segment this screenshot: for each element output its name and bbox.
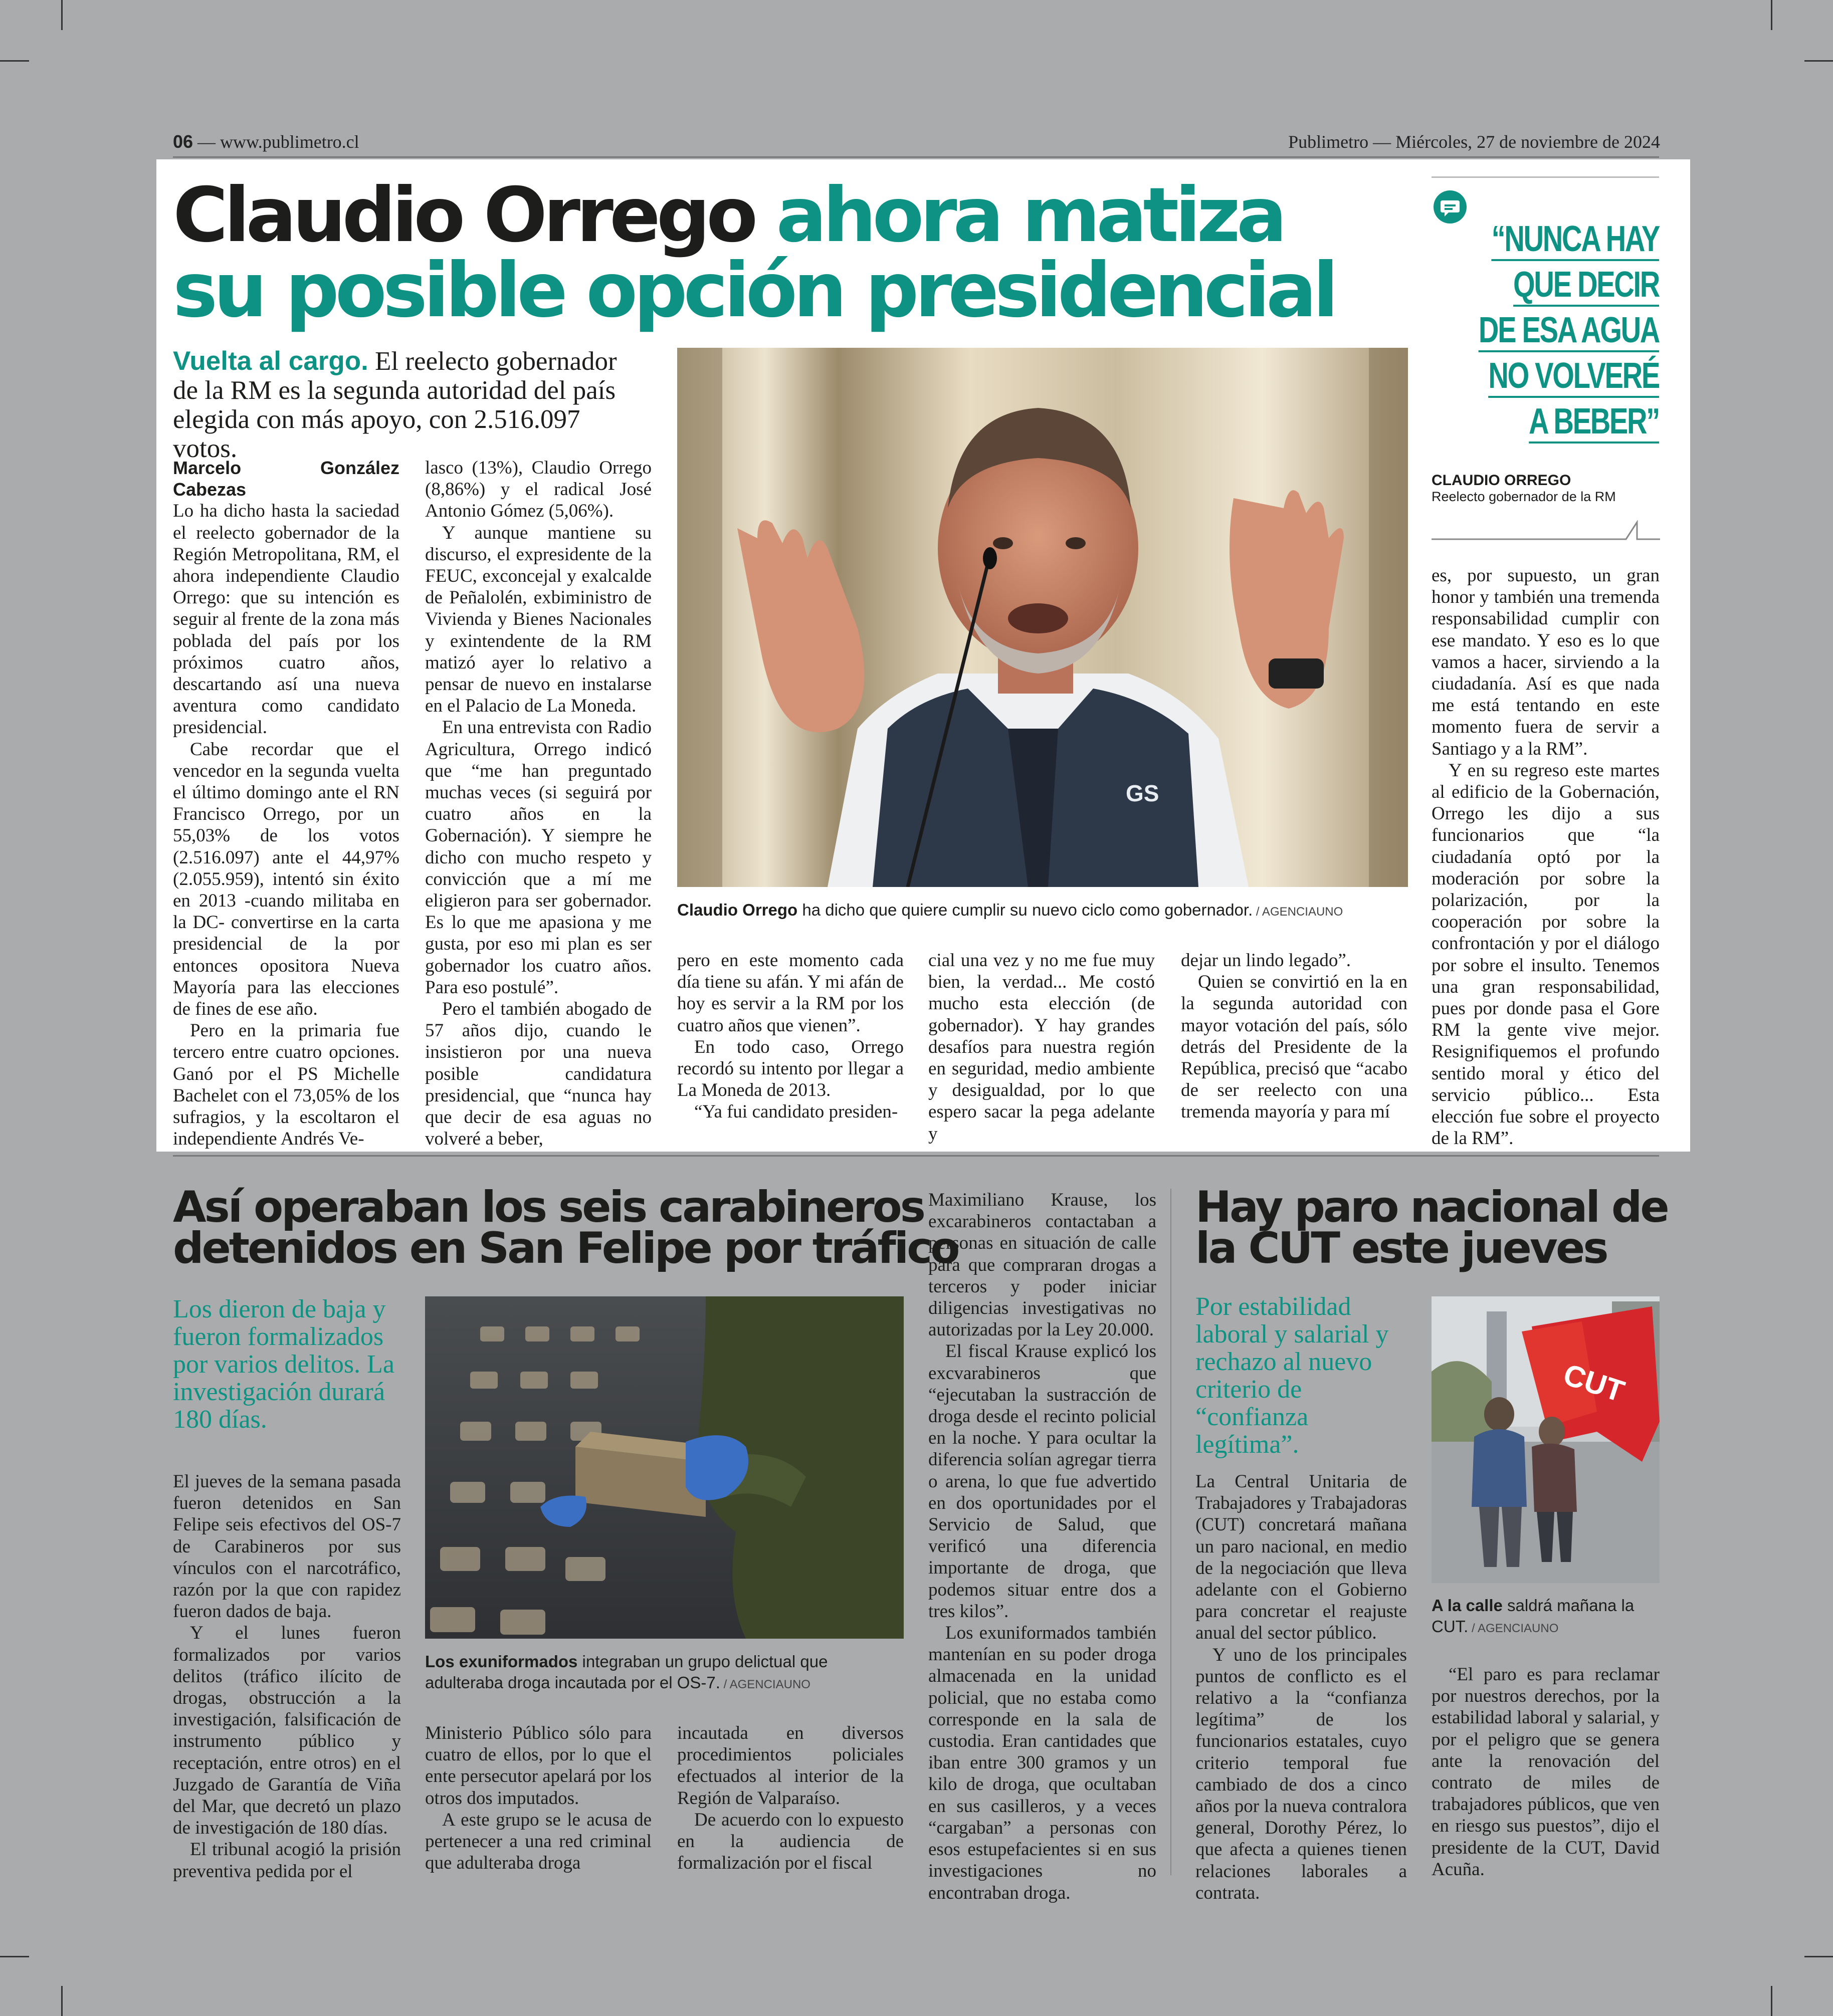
quote-attribution-name: CLAUDIO ORREGO: [1432, 472, 1571, 489]
paragraph: En una entrevista con Radio Agricultura, Orrego indicó que “me han preguntado muchas veces (si seguirá por cuatro años en la Gobernación). Y siempre he dicho con mucho respeto y convicción que a mí me eligieron para ser gobernador. Es lo que me apasiona y me gusta, por eso mi plan es ser gobernador los cuatro años. Para eso postulé”.: [425, 717, 652, 998]
quote-line: QUE DECIR: [1513, 265, 1659, 307]
article2-deck: Los dieron de baja y fueron formalizados por varios delitos. La investigación durará 180 días.: [173, 1295, 394, 1434]
article1-deck: [173, 347, 644, 463]
paragraph: El tribunal acogió la prisión preventiva pedida por el: [173, 1839, 401, 1882]
paragraph: Pero el también abogado de 57 años dijo, cuando le insistieron por una nueva posible candidatura presidencial, que “nunca hay que decir de esa aguas no volveré a beber,: [425, 999, 652, 1150]
article1-column-5: [1181, 950, 1407, 1123]
article1-column-2: [425, 457, 652, 1150]
paragraph: Cabe recordar que el vencedor en la segunda vuelta el último domingo ante el RN Francisco Orrego, por un 55,03% de los votos (2.516.097) ante el 44,97% (2.055.959), intentó sin éxito en 2013 -cuando militaba en la DC- convertirse en la carta presidencial de la por entonces opositora Nueva Mayoría para las elecciones de fines de ese año.: [173, 739, 399, 1020]
article3-headline: [1195, 1182, 1668, 1273]
paragraph: Y el lunes fueron formalizados por varios delitos (tráfico ilícito de drogas, obstrucción a la investigación, falsificación de instrumento público y receptación, entre otros) en el Juzgado de Garantía de Viña del Mar, que decretó un plazo de investigación de 180 días.: [173, 1623, 401, 1839]
quote-line: DE ESA AGUA: [1479, 310, 1659, 352]
headline-line: detenidos en San Felipe por tráfico: [173, 1223, 958, 1273]
column-divider: [1170, 1189, 1171, 1875]
headline-name: Claudio Orrego: [173, 172, 754, 259]
paragraph: Lo ha dicho hasta la saciedad el reelecto gobernador de la Región Metropolitana, RM, el ahora independiente Claudio Orrego: que su intención es seguir al frente de la zona más poblada del país por los próximos cuatro años, descartando así una nueva aventura como candidato presidencial.: [173, 501, 399, 738]
cut-march-photo-illustration: [1432, 1296, 1660, 1583]
quote-line: A BEBER”: [1529, 401, 1659, 443]
paragraph: Quien se convirtió en la en la segunda autoridad con mayor votación del país, sólo detrás del Presidente de la República, precisó que “acabo de ser reelecto con una tremenda mayoría y para mí: [1181, 972, 1407, 1123]
crop-mark: [0, 1956, 29, 1957]
headline-teal-1: ahora matiza: [776, 172, 1284, 259]
article2-headline: [173, 1182, 958, 1273]
orrego-photo-illustration: [677, 348, 1408, 887]
caption-text: ha dicho que quiere cumplir su nuevo ciclo como gobernador.: [797, 901, 1253, 919]
headline-line: Así operaban los seis carabineros: [173, 1182, 924, 1232]
paragraph: El jueves de la semana pasada fueron detenidos en San Felipe seis efectivos del OS-7 de Carabineros por sus vínculos con el narcotráfico, razón por la que con rapidez fueron dados de baja.: [173, 1471, 401, 1622]
article1-column-6: [1432, 565, 1660, 1149]
article2-column-3: [677, 1722, 904, 1874]
caption-subject: A la calle: [1432, 1596, 1503, 1615]
page-header-left: [173, 131, 359, 152]
paragraph: De acuerdo con lo expuesto en la audiencia de formalización por el fiscal: [677, 1809, 904, 1874]
paragraph: Y uno de los principales puntos de conflicto es el relativo a la “confianza legítima” de los funcionarios estatales, cuyo criterio temporal fue cambiado de dos a cinco años por la nueva contralora general, Dorothy Pérez, lo que afecta a quienes tienen relaciones laborales a contrata.: [1195, 1644, 1407, 1903]
page-header-right: Publimetro — Miércoles, 27 de noviembre de 2024: [1288, 132, 1660, 152]
caption-text: saldrá mañana la CUT.: [1432, 1596, 1635, 1636]
crop-mark: [1804, 60, 1833, 62]
caption-subject: Los exuniformados: [425, 1652, 578, 1671]
drug-photo: [425, 1296, 904, 1639]
paragraph: Y en su regreso este martes al edificio de la Gobernación, Orrego les dijo a sus funcionarios que “la ciudadanía optó por la moderación por sobre la polarización, por la cooperación por sobre la confrontación y por el diálogo por sobre el insulto. Tenemos una gran responsabilidad, pues por donde pasa el Gore RM la gente vive mejor. Resignifiquemos el profundo sentido moral y ético del servicio público... Esta elección fue sobre el proyecto de la RM”.: [1432, 760, 1660, 1149]
paragraph: lasco (13%), Claudio Orrego (8,86%) y el radical José Antonio Gómez (5,06%).: [425, 458, 652, 522]
paragraph: En todo caso, Orrego recordó su intento por llegar a La Moneda de 2013.: [677, 1036, 904, 1101]
article2-column-1: [173, 1471, 401, 1882]
paragraph: “El paro es para reclamar por nuestros derechos, por la estabilidad laboral y salarial, y por el peligro que se genera ante la renovación del contrato de miles de trabajadores públicos, que ven en riesgo sus puestos”, dijo el presidente de la CUT, David Acuña.: [1432, 1664, 1660, 1880]
deck-text: El reelecto gobernador de la RM es la segunda autoridad del país elegida con más apoyo, con 2.516.097 votos.: [173, 347, 617, 463]
paragraph: pero en este momento cada día tiene su afán. Y mi afán de hoy es servir a la RM por los cuatro años que vienen”.: [677, 950, 904, 1036]
crop-mark: [1804, 1956, 1833, 1957]
article1-column-3: [677, 950, 904, 1123]
paragraph: dejar un lindo legado”.: [1181, 950, 1351, 971]
page-number: 06: [173, 131, 193, 152]
quote-attribution-role: Reelecto gobernador de la RM: [1432, 489, 1616, 504]
orrego-photo: [677, 348, 1408, 887]
paragraph: El fiscal Krause explicó los excvarabineros que “ejecutaban la sustracción de droga desde el recinto policial en la noche. Y para ocultar la diferencia solían agregar tierra o arena, lo que fue advertido en dos oportunidades por el Servicio de Salud, que verificó una diferencia importante de droga, que podemos situar entre dos a tres kilos”.: [928, 1341, 1156, 1622]
section-rule: [173, 1155, 1659, 1157]
paragraph: Los exuniformados también mantenían en su poder droga almacenada en la unidad policial, que no estaba como corresponde en la sala de custodia. Eran cantidades que iban entre 300 gramos y un kilo de droga, que ocultaban en sus casilleros, y a veces “cargaban” a personas con esos estupefacientes si en sus investigaciones no encontraban droga.: [928, 1623, 1156, 1903]
quote-line: “NUNCA HAY: [1492, 219, 1659, 261]
paragraph: incautada en diversos procedimientos policiales efectuados al interior de la Región de Valparaíso.: [677, 1723, 904, 1809]
paragraph: Maximiliano Krause, los excarabineros contactaban a personas en situación de calle para que compraran drogas a terceros y poder iniciar diligencias investigativas no autorizadas por la Ley 20.000.: [928, 1190, 1156, 1340]
orrego-photo-caption: [677, 900, 1409, 923]
byline: Marcelo González Cabezas: [173, 458, 399, 500]
pull-quote: [1409, 216, 1659, 444]
paragraph: La Central Unitaria de Trabajadores y Trabajadoras (CUT) concretará mañana un paro nacional, en medio de la negociación que lleva adelante con el Gobierno para concretar el reajuste anual del sector público.: [1195, 1471, 1407, 1644]
article2-column-2: [425, 1722, 652, 1874]
deck-lead: Vuelta al cargo.: [173, 346, 368, 376]
article2-column-4: [928, 1189, 1156, 1904]
paragraph: Pero en la primaria fue tercero entre cuatro opciones. Ganó por el PS Michelle Bachelet con el 73,05% de los sufragios, y la escoltaron el independiente Andrés Ve-: [173, 1020, 399, 1150]
article1-column-4: [928, 950, 1155, 1145]
article3-column-1: [1195, 1471, 1407, 1904]
quote-divider: [1432, 520, 1660, 540]
caption-credit: / AGENCIAUNO: [1253, 905, 1343, 919]
crop-mark: [0, 60, 29, 62]
paragraph: Y aunque mantiene su discurso, el expresidente de la FEUC, exconcejal y exalcalde de Peñalolén, exbiministro de Vivienda y Bienes Nacionales y exintendente de la RM matizó ayer lo relativo a pensar de nuevo en instalarse en el Palacio de La Moneda.: [425, 522, 652, 717]
paragraph: Ministerio Público sólo para cuatro de ellos, por lo que el ente persecutor apelará por los otros dos imputados.: [425, 1723, 652, 1809]
quote-top-rule: [1432, 176, 1659, 178]
vest-logo: GS: [1126, 780, 1159, 806]
cut-photo-caption: [1432, 1595, 1660, 1639]
article1-headline: [173, 172, 1335, 334]
cut-march-photo: [1432, 1296, 1660, 1583]
drug-photo-illustration: [425, 1296, 904, 1639]
flag-text: CUT: [1559, 1357, 1628, 1409]
paragraph: cial una vez y no me fue muy bien, la verdad... Me costó mucho esta elección (de gobernador). Y hay grandes desafíos para nuestra región en seguridad, medio ambiente y desigualdad, por lo que espero sacar la pega adelante y: [928, 950, 1155, 1144]
headline-line: la CUT este jueves: [1195, 1223, 1607, 1273]
headline-line: Hay paro nacional de: [1195, 1182, 1668, 1232]
paragraph: A este grupo se le acusa de pertenecer a una red criminal que adulteraba droga: [425, 1809, 652, 1874]
crop-mark: [61, 1986, 63, 2016]
site-url: — www.publimetro.cl: [197, 132, 359, 152]
caption-text: integraban un grupo delictual que adulteraba droga incautada por el OS-7.: [425, 1652, 828, 1692]
crop-mark: [1771, 1986, 1772, 2016]
caption-credit: / AGENCIAUNO: [720, 1678, 810, 1691]
crop-mark: [1771, 0, 1772, 30]
crop-mark: [61, 0, 63, 30]
article3-deck: Por estabilidad laboral y salarial y rechazo al nuevo criterio de “confianza legítima”.: [1195, 1292, 1389, 1459]
header-rule: [173, 156, 1659, 158]
paragraph: es, por supuesto, un gran honor y también una tremenda responsabilidad cumplir con ese mandato. Y eso es lo que vamos a hacer, sirviendo a la ciudadanía. Así es que nada me está tentando en este momento fuera de servir a Santiago y a la RM”.: [1432, 565, 1660, 759]
paragraph: “Ya fui candidato presiden-: [694, 1101, 898, 1123]
article1-column-1: [173, 457, 399, 1150]
caption-subject: Claudio Orrego: [677, 901, 798, 919]
caption-credit: / AGENCIAUNO: [1468, 1622, 1559, 1635]
article3-column-2: [1432, 1664, 1660, 1880]
headline-teal-2: su posible opción presidencial: [173, 247, 1335, 334]
quote-line: NO VOLVERÉ: [1488, 356, 1659, 398]
drug-photo-caption: [425, 1651, 904, 1695]
